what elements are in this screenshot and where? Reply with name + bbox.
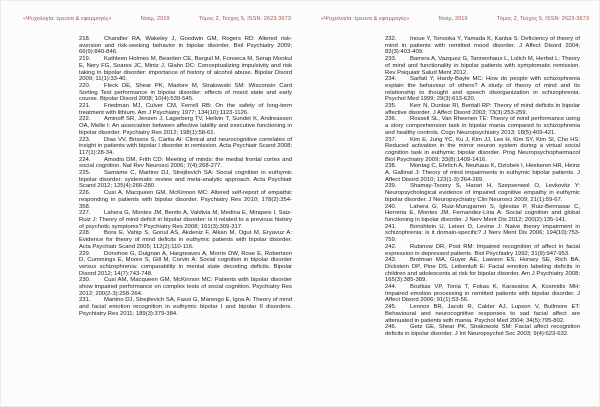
reference-text: Martino DJ, Strejilevich SA, Fassi G, Marengo E, Igoa A: Theory of mind and facial emotion recognition in euthymic bipolar I and bipolar II disorders. Psychiatry Res 2011; 189(3):379-384.	[79, 297, 292, 317]
reference-number: 227.	[79, 210, 91, 217]
reference-number: 231.	[79, 297, 91, 304]
reference-text: Brotman MA, Guyer AE, Lawson ES, Horsey SE, Rich BA, Dickstein DP, Pine DS, Leibenluft E: Facial emotion labeling deficits in children and adolescents at risk for bipolar disorder. Am J Psychiatry 2008; 165(3):385-389.	[385, 257, 580, 284]
issue-info: Τόμος 2, Τεύχος 5, ISSN: 2623-3673	[496, 16, 589, 22]
reference-text: Donohoe G, Duignan A, Hargreaves A, Morris DW, Rose E, Robertson D, Cummings E, Moore S, Gill M, Corvin A: Social cognition in bipolar disorder versus schizophrenia: comparability in mental state decoding deficits. Bipolar Disord 2012; 14(7):743-748.	[79, 250, 292, 277]
reference-text: Lahera G, Ruiz-Murugarren S, Iglesias P, Ruiz-Bennasar C, Herreria E, Montes JM, Fernandez-Liria A: Social cognition and global functioning in bipolar disorder. J Nerv Ment Dis 2012; 200(2):135-141.	[385, 203, 580, 223]
reference-item	[79, 170, 292, 190]
reference-text: Aminoff SR, Jensen J, Lagerberg TV, Hellvin T, Sundet K, Andreassen OA, Melle I: An association between affective lability and executive functioning in bipolar disorder. Psychiatry Res 2012; 198(1):58-61.	[79, 116, 292, 136]
reference-number: 238.	[385, 163, 397, 170]
reference-text: Kerr N, Dunbar RI, Bentall RP: Theory of mind deficits in bipolar affective disorder. J Affect Disord 2003; 73(3):253-259.	[385, 103, 580, 116]
journal-title: «Ψυχολογία: έρευνα & εφαρμογές»	[23, 16, 112, 22]
reference-number: 222.	[79, 116, 91, 123]
reference-item	[79, 56, 292, 83]
reference-item	[385, 116, 580, 136]
reference-item	[79, 277, 292, 297]
reference-item	[385, 224, 580, 244]
reference-text: Chandler RA, Wakeley J, Goodwin GM, Rogers RD: Altered risk-aversion and risk-seeking behavior in bipolar disorder. Biol Psychiatry 2009; 66(9):840-846.	[79, 36, 292, 56]
reference-number: 225.	[79, 170, 91, 177]
reference-text: Montag C, Ehrlich A, Neuhaus K, Dziobek I, Heekeren HR, Heinz A, Gallinat J: Theory of mind impairments in euthymic bipolar patients. J Affect Disord 2010; 123(1-3):264-269.	[385, 163, 580, 183]
reference-number: 233.	[385, 56, 397, 63]
reference-number: 232.	[385, 36, 397, 42]
reference-number: 239.	[385, 183, 397, 190]
reference-number: 242.	[385, 243, 397, 250]
reference-item	[385, 163, 580, 183]
reference-item	[79, 116, 292, 136]
reference-item	[385, 304, 580, 324]
reference-text: Getz GE, Shear PK, Strakowski SM: Facial affect recognition deficits in bipolar disorder. J Int Neuropsychol Soc 2003; 9(4):623-632.	[385, 324, 580, 337]
reference-text: Samame C, Martino DJ, Strejilevich SA: Social cognition in euthymic bipolar disorder: systematic review and meta-analytic approach. Acta Psychiatr Scand 2012; 125(4):266-280.	[79, 170, 292, 190]
reference-text: Sarfati Y, Hardy-Bayle MC: How do people with schizophrenia explain the behaviour of others? A study of theory of mind and its relationship to thought and speech disorganization in schizophrenia. Psychol Med 1999; 29(3):613-620.	[385, 76, 580, 103]
reference-number: 218.	[79, 36, 91, 42]
reference-text: Inoue Y, Tonooka Y, Yamada K, Kanba S: Deficiency of theory of mind in patients with remitted mood disorder. J Affect Disord 2004; 82(3):403-409.	[385, 36, 580, 56]
reference-item	[79, 190, 292, 210]
reference-list-left	[79, 36, 292, 318]
reference-number: 244.	[385, 284, 397, 291]
reference-number: 230.	[79, 277, 91, 284]
reference-text: Shamay-Tsoory S, Harari H, Szepsenwol O, Levkovitz Y: Neuropsychological evidence of impaired cognitive empathy in euthymic bipolar disorder. J Neuropsychiatry Clin Neurosci 2009; 21(1):59-67.	[385, 183, 580, 203]
reference-number: 223.	[79, 136, 91, 143]
reference-text: Rossell SL, Van Rheenen TE: Theory of mind performance using a story comprehension task in bipolar mania compared to schizophrenia and healthy controls. Cogn Neuropsychiatry 2013; 18(5):409-421.	[385, 116, 580, 136]
reference-item	[79, 230, 292, 250]
reference-number: 235.	[385, 103, 397, 110]
reference-text: Cusi AM, Macqueen GM, McKinnon MC: Patients with bipolar disorder show impaired performance on complex tests of social cognition. Psychiatry Res 2012; 200(2-3):258-264.	[79, 277, 292, 297]
reference-number: 236.	[385, 116, 397, 123]
reference-item	[385, 76, 580, 103]
reference-text: Friedman MJ, Culver CM, Ferrell RB: On the safety of long-term treatment with lithium. Am J Psychiatry 1977; 134(10):1123-1126.	[79, 103, 292, 116]
reference-number: 243.	[385, 257, 397, 264]
reference-item	[79, 251, 292, 278]
reference-text: Amodio DM, Frith CD: Meeting of minds: the medial frontal cortex and social cognition. Nat Rev Neurosci 2006; 7(4):268-277.	[79, 156, 292, 170]
reference-text: Rubinow DR, Post RM: Impaired recognition of affect in facial expression in depressed patients. Biol Psychiatry 1992; 31(9):947-953.	[385, 243, 580, 257]
reference-list-right	[385, 36, 580, 338]
journal-title: «Ψυχολογία: έρευνα & εφαρμογές»	[321, 16, 410, 22]
reference-number: 240.	[385, 203, 397, 210]
reference-text: Fleck DE, Shear PK, Madore M, Strakowski SM: Wisconsin Card Sorting Test performance in bipolar disorder: effects of mood state and early course. Bipolar Disord 2008; 10(4):539-545.	[79, 82, 292, 103]
reference-item	[79, 36, 292, 56]
issue-date: Νοέμ, 2019	[438, 16, 468, 22]
reference-text: Lennox BR, Jacob R, Calder AJ, Lupson V, Bullmore ET: Behavioural and neurocognitive responses to sad facial affect are attenuated in patients with mania. Psychol Med 2004; 34(5):795-802.	[385, 304, 580, 324]
issue-date: Νοέμ, 2019	[140, 16, 170, 22]
reference-number: 220.	[79, 82, 91, 89]
reference-item	[385, 56, 580, 76]
reference-text: Dias VV, Brissos S, Carita AI: Clinical and neurocognitive correlates of insight in patients with bipolar I disorder in remission. Acta Psychiatr Scand 2008; 117(1):28-34.	[79, 136, 292, 156]
reference-number: 237.	[385, 136, 397, 143]
page-right	[321, 1, 589, 406]
reference-text: Lahera G, Montes JM, Benito A, Valdivia M, Medina E, Mirapeix I, Saiz-Ruiz J: Theory of mind deficit in bipolar disorder: is it related to a previous history of psychotic symptoms? Psychiatry Res 2008; 161(3):309-317.	[79, 210, 292, 230]
issue-info: Τόμος 2, Τεύχος 5, ISSN: 2623-3673	[198, 16, 291, 22]
reference-item	[79, 83, 292, 103]
reference-number: 226.	[79, 190, 91, 197]
reference-item	[385, 244, 580, 257]
reference-item	[385, 257, 580, 284]
reference-text: Bozikas VP, Tonia T, Fokas K, Karavatos A, Kosmidis MH: Impaired emotion processing in remitted patients with bipolar disorder. J Affect Disord 2006; 91(1):53-56.	[385, 284, 580, 304]
reference-item	[79, 210, 292, 230]
reference-number: 241.	[385, 223, 397, 230]
reference-text: Kathleen Holmes M, Bearden CE, Barguil M, Fonseca M, Serap Monkul E, Nery FG, Soares JC, Mintz J, Glahn DC: Conceptualizing impulsivity and risk taking in bipolar disorder: importance of history of alcohol abuse. Bipolar Disord 2009; 11(1):33-40.	[79, 56, 292, 83]
reference-item	[79, 157, 292, 170]
reference-number: 224.	[79, 156, 91, 163]
reference-item	[79, 297, 292, 317]
reference-item	[385, 284, 580, 304]
reference-number: 221.	[79, 103, 91, 110]
reference-number: 228.	[79, 230, 91, 237]
reference-text: Bonshtein U, Leiser D, Levine J: Naive theory impairment in schizophrenia: is it domain-specific? J Nerv Ment Dis 2006; 194(10):753-759.	[385, 223, 580, 244]
reference-item	[385, 103, 580, 116]
reference-text: Barrera A, Vazquez G, Tannenhaus L, Lolich M, Herbst L: Theory of mind and functionality in bipolar patients with symptomatic remission. Rev Psiquiatr Salud Ment 2012.	[385, 56, 580, 76]
reference-item	[385, 324, 580, 337]
reference-number: 246.	[385, 324, 397, 331]
reference-item	[79, 137, 292, 157]
page-header-right	[321, 16, 589, 22]
page-left	[23, 1, 291, 406]
reference-text: Cusi A, Macqueen GM, McKinnon MC: Altered self-report of empathic responding in patients with bipolar disorder. Psychiatry Res 2010; 178(2):354-358.	[79, 190, 292, 210]
reference-item	[385, 183, 580, 203]
page-header-left	[23, 16, 291, 22]
reference-number: 229.	[79, 250, 91, 257]
reference-item	[385, 204, 580, 224]
reference-number: 234.	[385, 76, 397, 83]
reference-number: 245.	[385, 304, 397, 311]
reference-number: 219.	[79, 56, 91, 63]
reference-text: Kim E, Jung YC, Ku J, Kim JJ, Lee H, Kim SY, Kim SI, Cho HS: Reduced activation in the mirror neuron system during a virtual social cognition task in euthymic bipolar disorder. Prog Neuropsychopharmacol Biol Psychiatry 2009; 33(8):1409-1416.	[385, 136, 580, 163]
reference-item	[385, 137, 580, 164]
reference-item	[385, 36, 580, 56]
reference-text: Bora E, Vahip S, Gonul AS, Akdeniz F, Alkan M, Ogut M, Eryavuz A: Evidence for theory of mind deficits in euthymic patients with bipolar disorder. Acta Psychiatr Scand 2005; 112(2):110-116.	[79, 230, 292, 250]
reference-item	[79, 103, 292, 116]
